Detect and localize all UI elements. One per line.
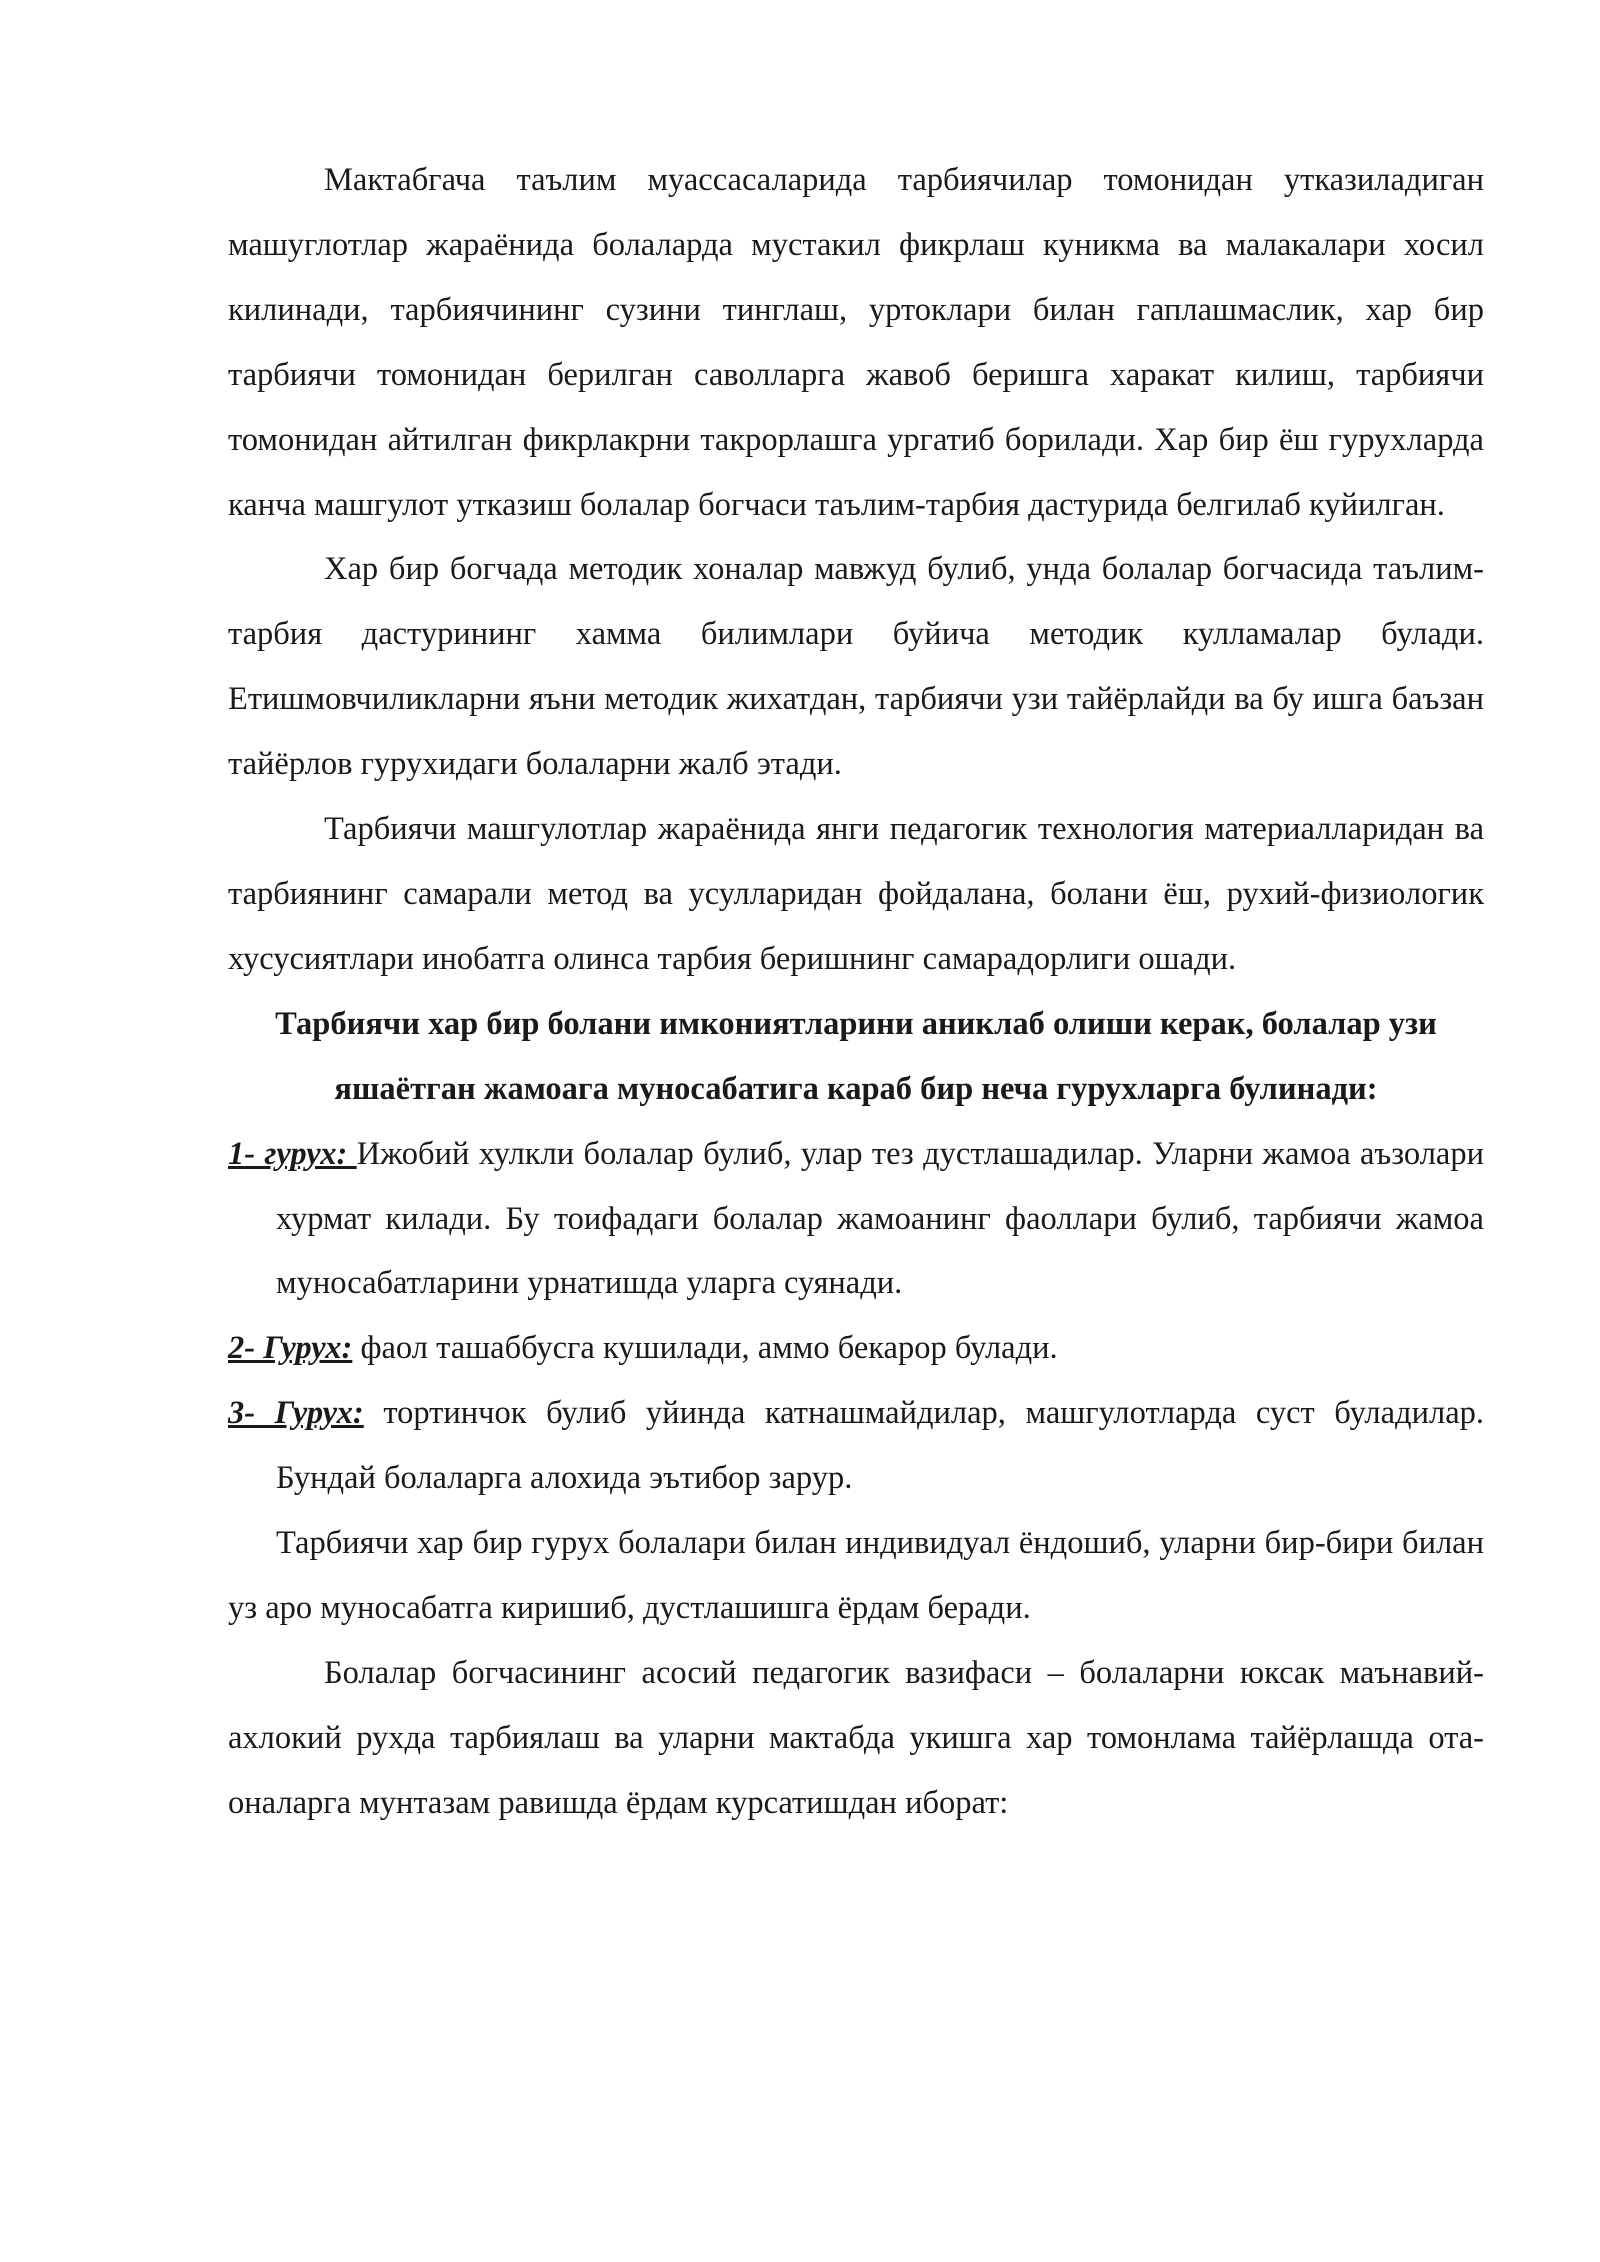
paragraph-pedagogical-technology: Тарбиячи машгулотлар жараёнида янги педагогик технология материалларидан ва тарбиянинг самарали метод ва усулларидан фойдалана, болани ёш, рухий-физиологик хусусиятлари инобатга олинса тарбия беришнинг самарадорлиги ошади. [228,811,1484,977]
group-text-1: Ижобий хулкли болалар булиб, улар тез дустлашадилар. Уларни жамоа аъзолари хурмат килади. Бу тоифадаги болалар жамоанинг фаоллари булиб, тарбиячи жамоа муносабатларини урнатишда уларга суянади. [276,1135,1484,1302]
document-body [228,148,1484,1836]
group-item-1 [228,1122,1484,1317]
group-label-3: 3- Гурух: [228,1395,364,1432]
section-heading: Тарбиячи хар бир болани имкониятларини аниклаб олиши керак, болалар узи яшаётган жамоага муносабатига караб бир неча гурухларга булинади: [275,1005,1437,1107]
group-text-2: фаол ташаббусга кушилади, аммо бекарор булади. [352,1330,1058,1367]
group-label-1: 1- гурух: [228,1135,357,1172]
paragraph-main-task: Болалар богчасининг асосий педагогик вазифаси – болаларни юксак маънавий-ахлокий рухда тарбиялаш ва уларни мактабда укишга хар томонлама тайёрлашда ота-оналарга мунтазам равишда ёрдам курсатишдан иборат: [228,1654,1484,1821]
group-text-3: тортинчок булиб уйинда катнашмайдилар, машгулотларда суст буладилар. Бундай болаларга алохида эътибор зарур. [276,1395,1484,1497]
paragraph-methodical-rooms: Хар бир богчада методик хоналар мавжуд булиб, унда болалар богчасида таълим-тарбия дастурининг хамма билимлари буйича методик кулламалар булади. Етишмовчиликларни яъни методик жихатдан, тарбиячи узи тайёрлайди ва бу ишга баъзан тайёрлов гурухидаги болаларни жалб этади. [228,551,1484,783]
group-item-3 [228,1381,1484,1511]
group-item-2 [228,1316,1484,1381]
group-label-2: 2- Гурух: [228,1330,353,1367]
paragraph-preschool-activities: Мактабгача таълим муассасаларида тарбиячилар томонидан утказиладиган машуглотлар жараёнида болаларда мустакил фикрлаш куникма ва малакалари хосил килинади, тарбиячининг сузини тинглаш, уртоклари билан гаплашмаслик, хар бир тарбиячи томонидан берилган саволларга жавоб беришга харакат килиш, тарбиячи томонидан айтилган фикрлакрни такрорлашга ургатиб борилади. Хар бир ёш гурухларда канча машгулот утказиш болалар богчаси таълим-тарбия дастурида белгилаб куйилган. [228,162,1484,523]
paragraph-individual-approach: Тарбиячи хар бир гурух болалари билан индивидуал ёндошиб, уларни бир-бири билан уз аро муносабатга киришиб, дустлашишга ёрдам беради. [228,1525,1484,1626]
